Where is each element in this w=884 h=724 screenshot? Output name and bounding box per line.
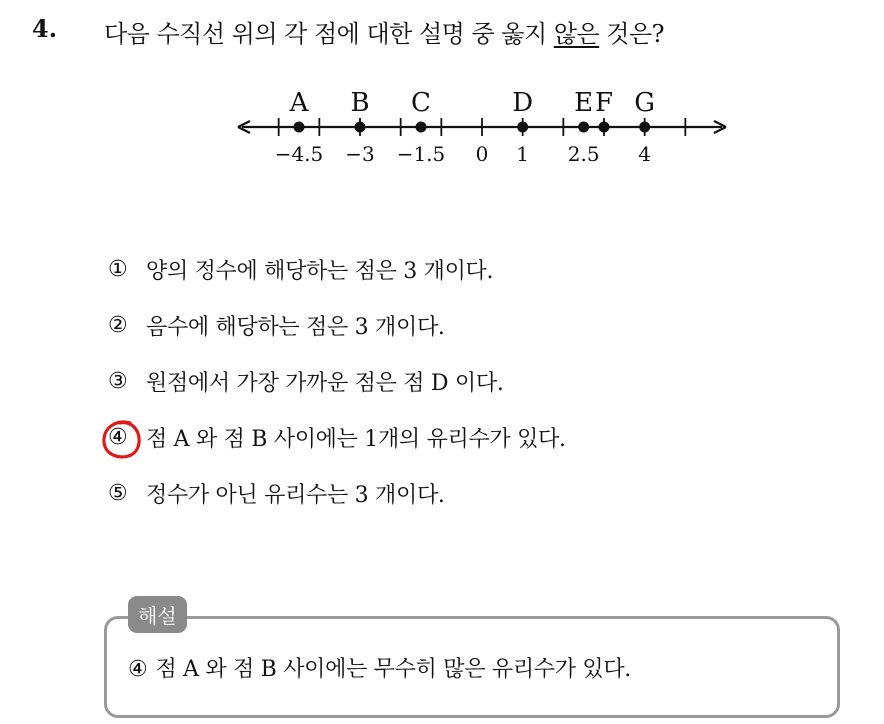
point-label: F <box>594 88 614 118</box>
question-number: 4. <box>32 14 58 43</box>
choice-5-number: ⑤ <box>108 481 128 506</box>
choice-3-number: ③ <box>108 369 128 394</box>
point-dot <box>639 122 650 133</box>
point-label: C <box>411 88 431 118</box>
point-label: B <box>350 88 370 118</box>
choice-5[interactable] <box>108 478 445 509</box>
choice-3[interactable] <box>108 366 504 397</box>
point-dot <box>599 122 610 133</box>
solution-text <box>128 652 631 683</box>
question-text-after: 것은? <box>599 20 665 48</box>
choice-5-text: 정수가 아닌 유리수는 3 개이다. <box>146 483 445 508</box>
answer-circle-mark <box>100 418 144 462</box>
choice-1-text: 양의 정수에 해당하는 점은 3 개이다. <box>146 259 494 284</box>
tick-label: 0 <box>475 142 489 166</box>
choice-2[interactable] <box>108 310 445 341</box>
solution-tag: 해설 <box>128 596 187 633</box>
tick-label: −3 <box>345 142 375 166</box>
point-dot <box>294 122 305 133</box>
point-label: D <box>512 88 534 118</box>
question-text-underlined: 않은 <box>553 20 600 48</box>
question-text <box>104 14 664 49</box>
choice-4-number: ④ <box>108 425 128 450</box>
tick-label: −1.5 <box>396 142 446 166</box>
point-label: E <box>574 88 594 118</box>
solution-body: 점 A 와 점 B 사이에는 무수히 많은 유리수가 있다. <box>155 657 631 682</box>
question-text-before: 다음 수직선 위의 각 점에 대한 설명 중 옳지 <box>104 20 554 48</box>
tick-label: 1 <box>516 142 530 166</box>
point-dot <box>517 122 528 133</box>
choice-2-number: ② <box>108 313 128 338</box>
tick-label: 2.5 <box>567 142 600 166</box>
tick-label: −4.5 <box>274 142 324 166</box>
number-line <box>228 80 738 172</box>
choice-3-text: 원점에서 가장 가까운 점은 점 D 이다. <box>146 371 504 396</box>
tick-label: 4 <box>638 142 652 166</box>
point-label: A <box>289 88 309 118</box>
point-dot <box>355 122 366 133</box>
point-dot <box>416 122 427 133</box>
choice-1-number: ① <box>108 257 128 282</box>
choice-4[interactable] <box>108 422 566 453</box>
choice-1[interactable] <box>108 254 493 285</box>
choice-2-text: 음수에 해당하는 점은 3 개이다. <box>146 315 445 340</box>
solution-number: ④ <box>128 657 148 682</box>
point-dot <box>578 122 589 133</box>
point-label: G <box>634 88 656 118</box>
choice-4-text: 점 A 와 점 B 사이에는 1개의 유리수가 있다. <box>146 427 566 452</box>
